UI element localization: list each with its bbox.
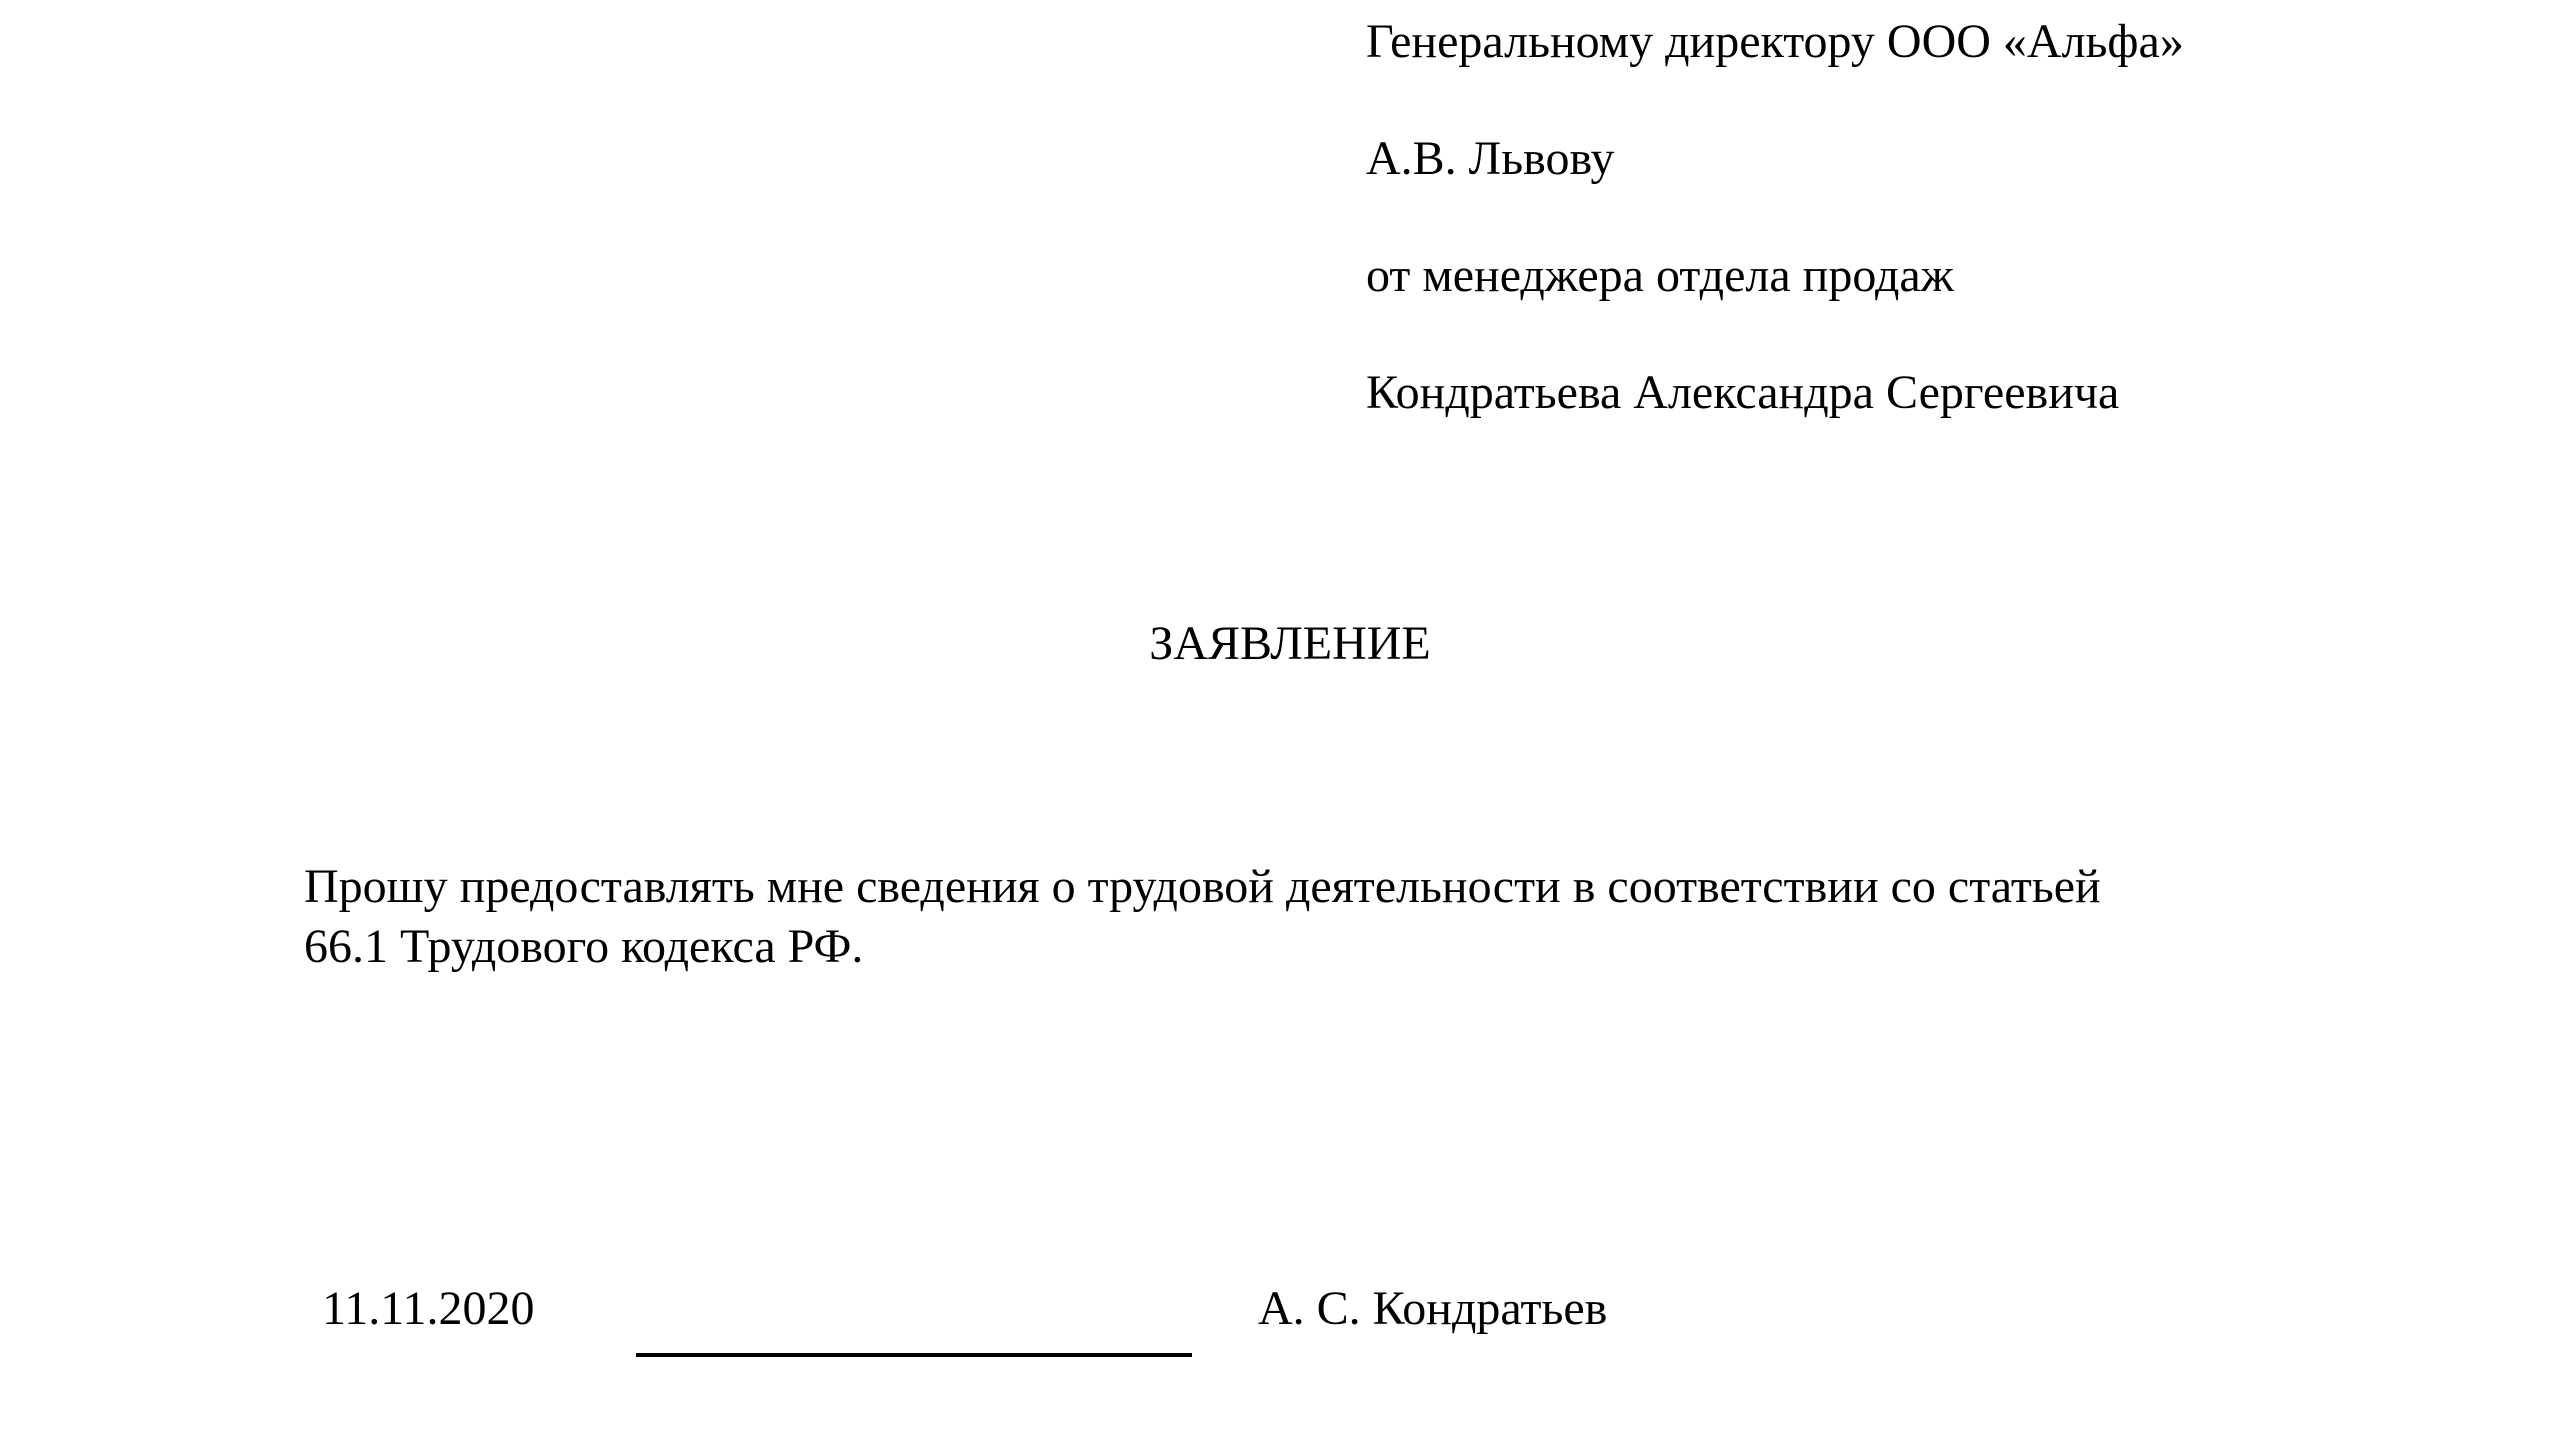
addressee-position: Генеральному директору ООО «Альфа» xyxy=(1366,15,2184,68)
addressee-name: А.В. Львову xyxy=(1366,132,1615,185)
document-title: ЗАЯВЛЕНИЕ xyxy=(1149,617,1431,670)
statement-body xyxy=(304,857,2264,977)
statement-line-2: 66.1 Трудового кодекса РФ. xyxy=(304,920,864,973)
addressee-block xyxy=(1366,15,2184,486)
sender-name: Кондратьева Александра Сергеевича xyxy=(1366,366,2120,419)
signature-line xyxy=(636,1353,1192,1357)
statement-line-1: Прошу предоставлять мне сведения о трудовой деятельности в соответствии со статьей xyxy=(304,860,2101,913)
sender-position: от менеджера отдела продаж xyxy=(1366,249,1954,302)
signer-name: А. С. Кондратьев xyxy=(1258,1282,1608,1335)
document-date: 11.11.2020 xyxy=(322,1282,535,1335)
